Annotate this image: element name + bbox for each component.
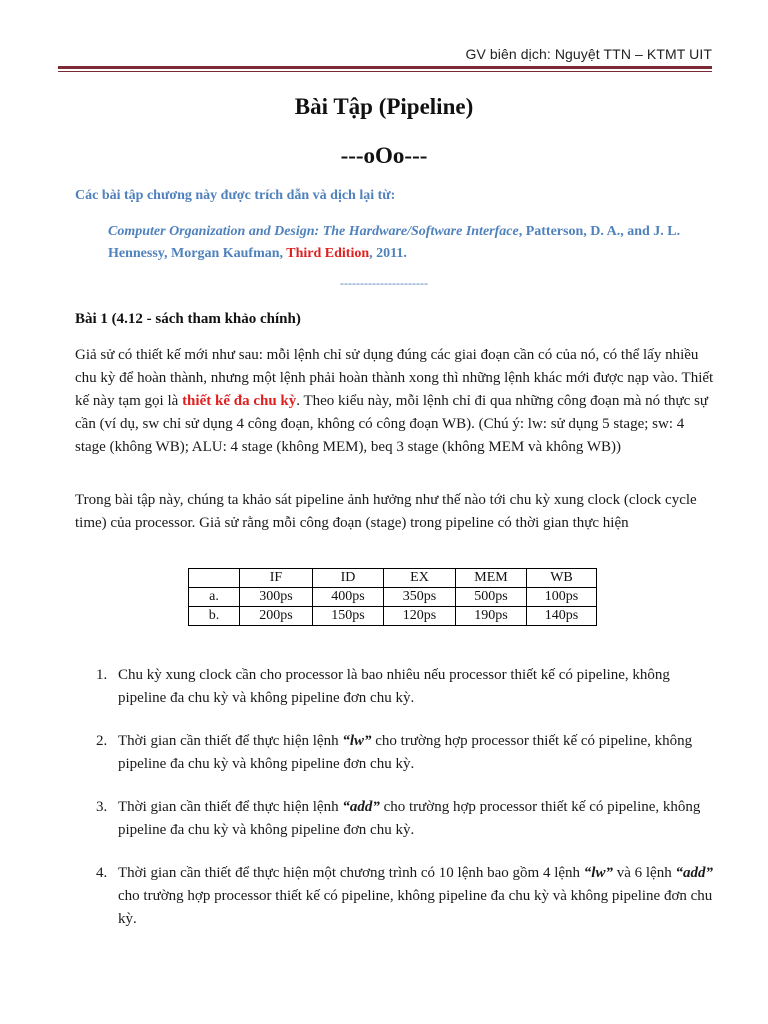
source-intro: Các bài tập chương này được trích dẫn và dịch lại từ: [75, 188, 396, 203]
table-header-cell: ID [313, 569, 384, 588]
question-text: và 6 lệnh [612, 865, 676, 881]
table-header-cell: WB [527, 569, 597, 588]
table-cell: 150ps [313, 607, 384, 626]
instruction-name: “lw” [583, 865, 613, 881]
instruction-name: “add” [342, 799, 380, 815]
question-text: Thời gian cần thiết để thực hiện một chương trình có 10 lệnh bao gồm 4 lệnh [118, 865, 584, 881]
stage-timing-table [188, 568, 597, 626]
citation [108, 221, 718, 265]
table-header-cell: IF [240, 569, 313, 588]
list-item [96, 664, 716, 710]
exercise-paragraph-2: Trong bài tập này, chúng ta khảo sát pipeline ảnh hưởng như thế nào tới chu kỳ xung clock (clock cycle time) của processor. Giả sử rằng mỗi công đoạn (stage) trong pipeline có thời gian thực hiện [75, 492, 697, 531]
table-cell: 190ps [456, 607, 527, 626]
question-text: cho trường hợp processor thiết kế có pipeline, không pipeline đa chu kỳ và không pipeline đơn chu kỳ. [118, 733, 693, 772]
table-cell: 350ps [384, 588, 456, 607]
header-rule-thin [58, 71, 712, 72]
table-header-cell: MEM [456, 569, 527, 588]
question-text: cho trường hợp processor thiết kế có pipeline, không pipeline đa chu kỳ và không pipeline đơn chu kỳ. [118, 888, 713, 927]
citation-edition: Third Edition [286, 246, 370, 261]
question-text: Thời gian cần thiết để thực hiện lệnh [118, 799, 343, 815]
instruction-name: “lw” [342, 733, 372, 749]
citation-year: , 2011. [369, 246, 407, 261]
table-header-cell: EX [384, 569, 456, 588]
exercise-paragraph-1 [75, 344, 715, 459]
page-subtitle: ---oOo--- [340, 143, 428, 168]
table-header-cell [189, 569, 240, 588]
table-row [189, 607, 597, 626]
highlight-term: thiết kế đa chu kỳ [182, 393, 297, 409]
table-cell: 400ps [313, 588, 384, 607]
citation-book-title: Computer Organization and Design: The Hardware/Software Interface [108, 224, 519, 239]
list-item [96, 796, 716, 842]
table-cell: 120ps [384, 607, 456, 626]
table-row [189, 588, 597, 607]
question-number: 3. [96, 799, 108, 815]
exercise-heading: Bài 1 (4.12 - sách tham khảo chính) [75, 311, 301, 327]
paragraph-text: . Theo kiểu này, mỗi lệnh chỉ đi qua những công đoạn mà nó thực sự cần (ví dụ, sw chỉ sử dụng 4 công đoạn, không có công đoạn WB). (Chú ý: lw: sử dụng 5 stage; sw: 4 stage (không WB); ALU: 4 stage (không MEM), beq 3 stage (không MEM và không WB)) [75, 393, 709, 455]
citation-authors: , Patterson, D. A., and J. L. Hennessy, Morgan Kaufman, [108, 224, 681, 261]
table-cell: 140ps [527, 607, 597, 626]
list-item [96, 862, 716, 931]
table-header-row [189, 569, 597, 588]
page-title: Bài Tập (Pipeline) [294, 94, 474, 119]
table-cell: 200ps [240, 607, 313, 626]
table-cell: 100ps [527, 588, 597, 607]
table-cell: 500ps [456, 588, 527, 607]
instruction-name: “add” [675, 865, 713, 881]
question-text: cho trường hợp processor thiết kế có pipeline, không pipeline đa chu kỳ và không pipeline đơn chu kỳ. [118, 799, 701, 838]
question-number: 4. [96, 865, 108, 881]
separator: ---------------------- [340, 276, 428, 290]
header-rule [58, 66, 712, 69]
question-number: 1. [96, 667, 108, 683]
table-cell: 300ps [240, 588, 313, 607]
question-text: Thời gian cần thiết để thực hiện lệnh [118, 733, 343, 749]
table-cell: b. [189, 607, 240, 626]
list-item [96, 730, 716, 776]
table-cell: a. [189, 588, 240, 607]
paragraph-text: Giả sử có thiết kế mới như sau: mỗi lệnh chỉ sử dụng đúng các giai đoạn cần có của nó, có thể lấy nhiều chu kỳ để hoàn thành, nhưng một lệnh phải hoàn thành xong thì những lệnh khác mới được nạp vào. Thiết kế này tạm gọi là [75, 347, 714, 409]
page-header: GV biên dịch: Nguyệt TTN – KTMT UIT [465, 46, 712, 62]
question-text: Chu kỳ xung clock cần cho processor là bao nhiêu nếu processor thiết kế có pipeline, không pipeline đa chu kỳ và không pipeline đơn chu kỳ. [118, 667, 670, 706]
question-list [96, 664, 716, 951]
question-number: 2. [96, 733, 108, 749]
